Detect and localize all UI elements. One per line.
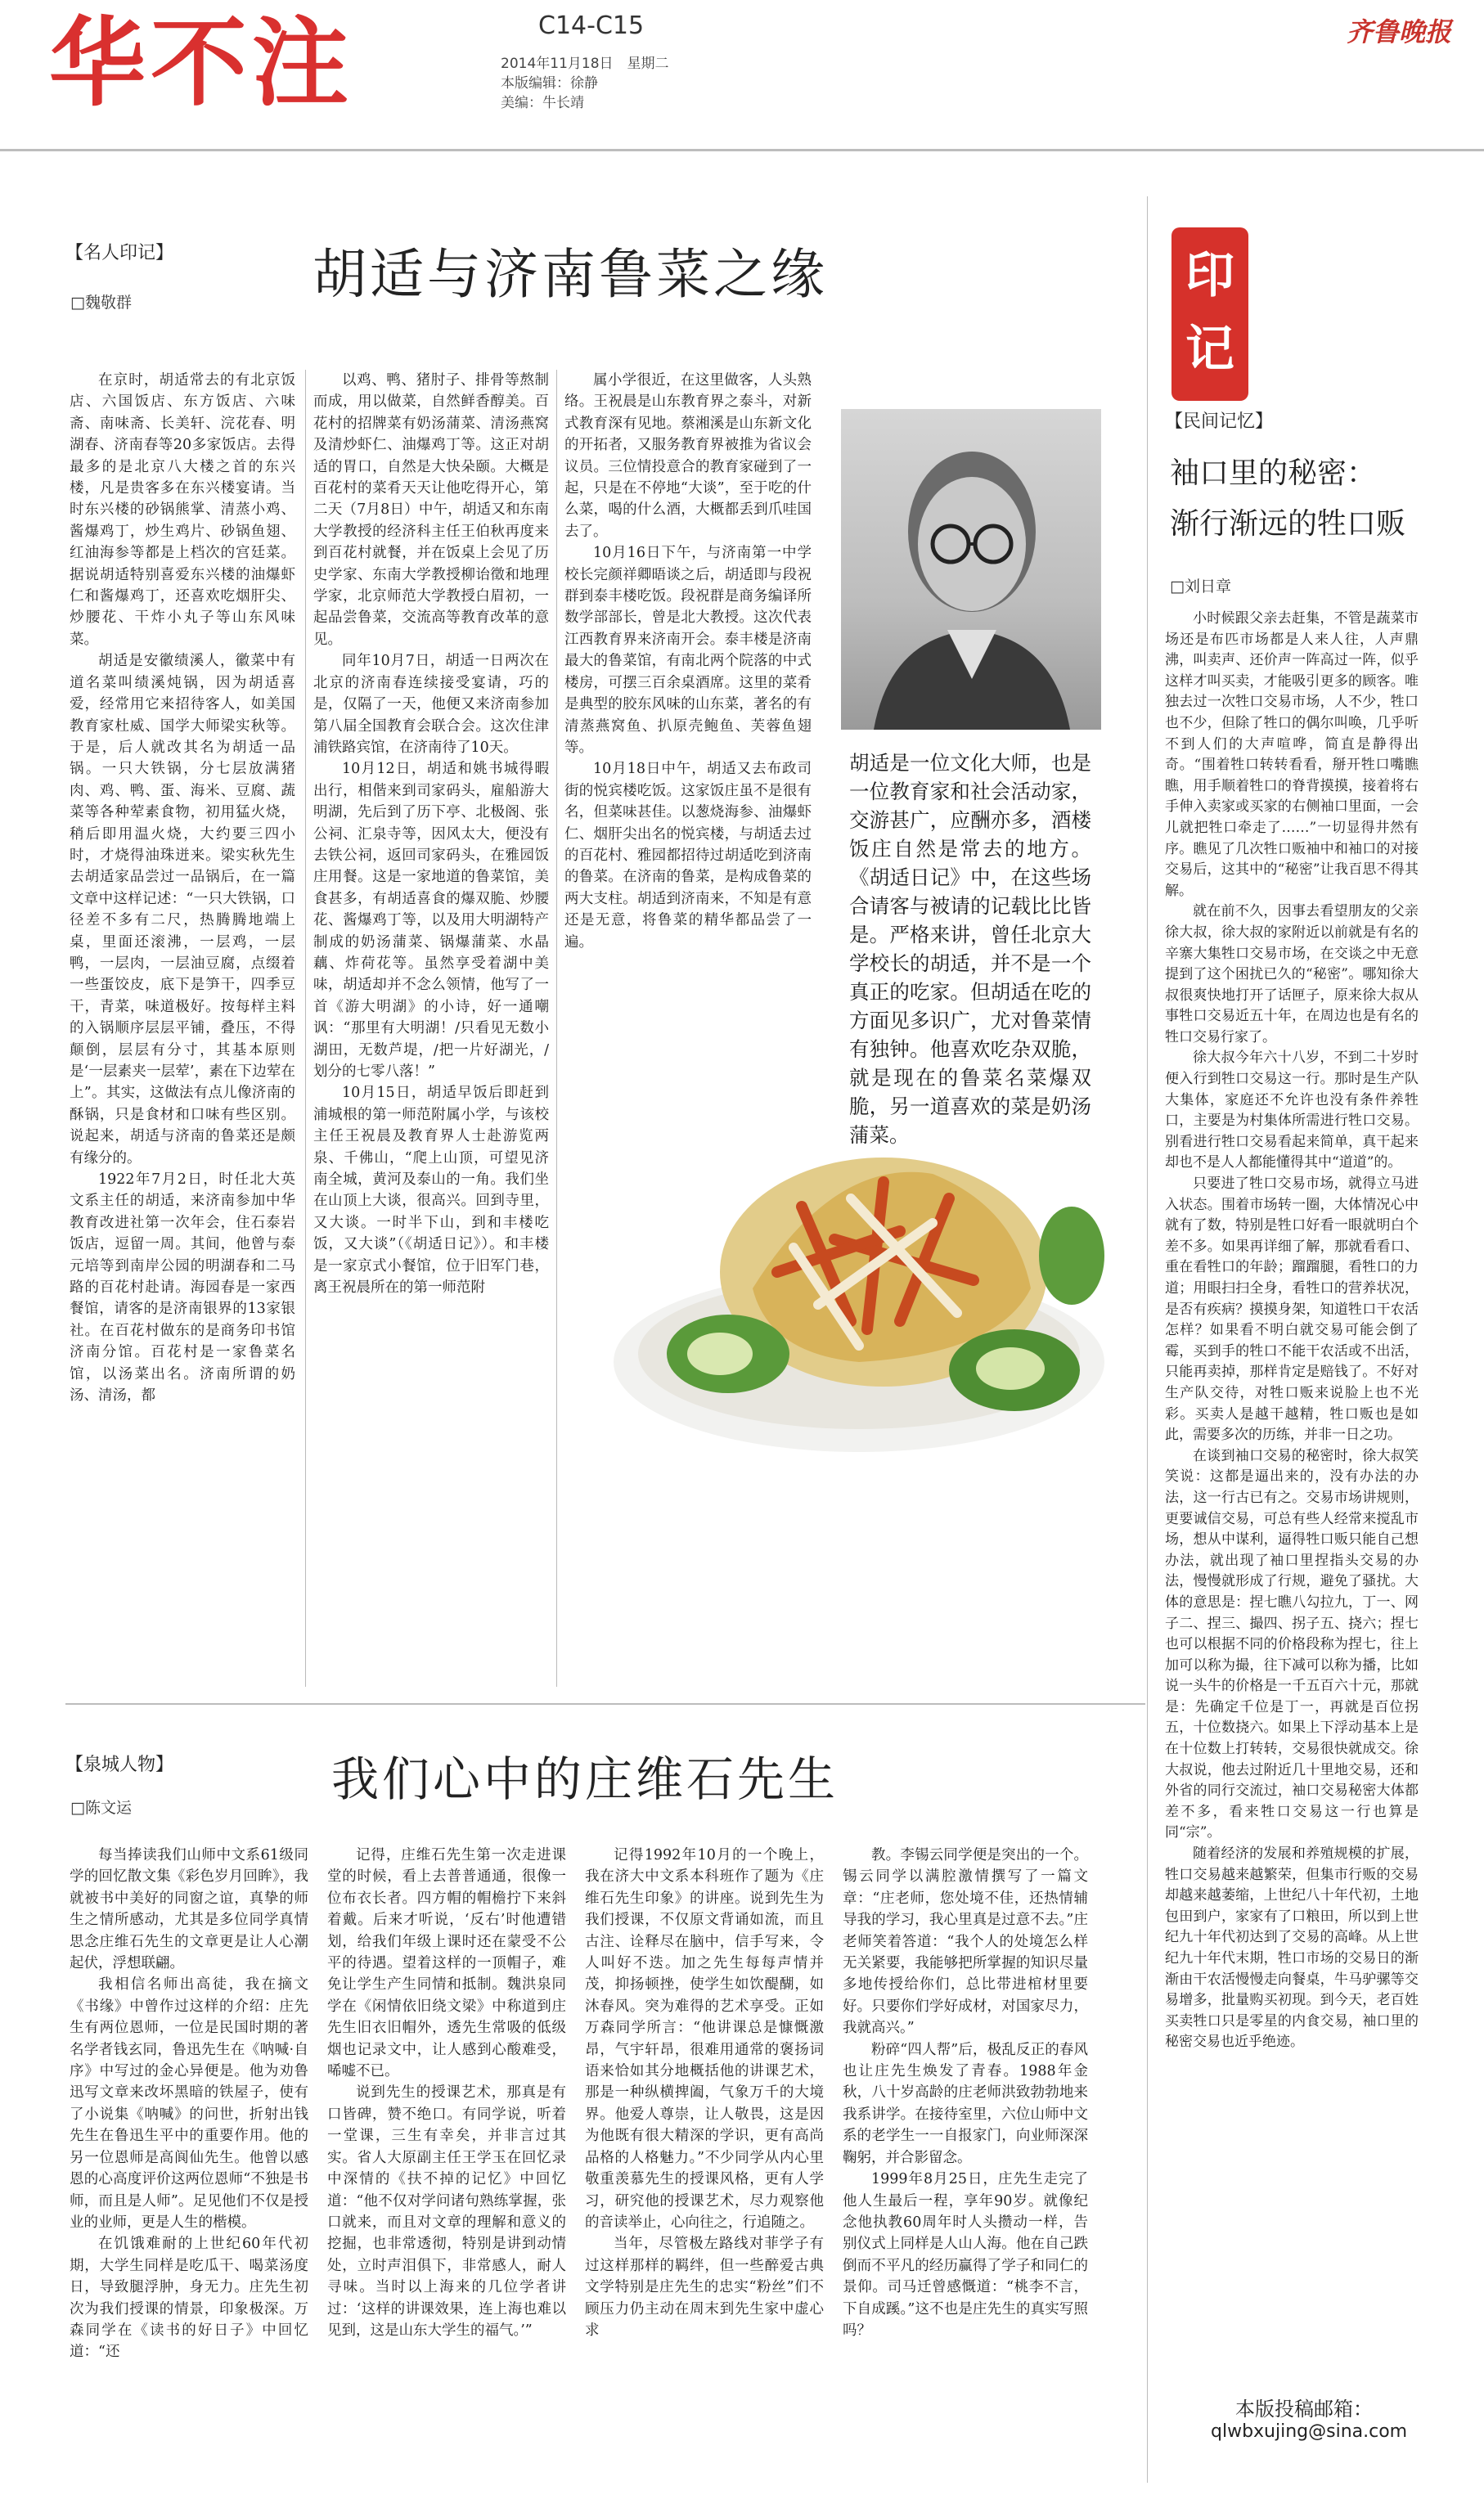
article2-column-4 — [843, 1845, 1088, 2483]
article2-column-2 — [327, 1845, 566, 2483]
paragraph: 随着经济的发展和养殖规模的扩展，牲口交易越来越繁荣，但集市行贩的交易却越来越萎缩，上世纪八十年代初，土地包田到户，家家有了口粮田，所以到上世纪九十年代初达到了交易的高峰。从上世纪九十年代末期，牲口市场的交易日的渐渐由干农活慢慢走向餐桌，牛马驴骡等交易增多，批量购买初现。到今天，老百姓买卖牲口只是零星的内食交易，袖口里的秘密交易也近乎绝迹。 — [1165, 1845, 1419, 2051]
paragraph: 10月16日下午，与济南第一中学校长完颜祥卿晤谈之后，胡适即与段祝群到泰丰楼吃饭。段祝群是商务编译所数学部部长，曾是北大教授。这次代表江西教育界来济南开会。泰丰楼是济南最大的鲁菜馆，有南北两个院落的中式楼房，可摆三百余桌酒席。这里的菜肴是典型的胶东风味的山东菜，著名的有清蒸燕窝鱼、扒原壳鲍鱼、芙蓉鱼翅等。 — [564, 545, 812, 756]
paragraph: 徐大叔今年六十八岁，不到二十岁时便入行到牲口交易这一行。那时是生产队大集体，家庭还不允许也没有条件养牲口，主要是为村集体所需进行牲口交易。别看进行牲口交易看起来简单，真干起来却也不是人人都能懂得其中“道道”的。 — [1165, 1050, 1419, 1171]
column-divider — [305, 370, 306, 1687]
contact-label: 本版投稿邮箱： — [1235, 2398, 1373, 2421]
paragraph: 教。李锡云同学便是突出的一个。锡云同学以满腔激情撰写了一篇文章：“庄老师，您处境不佳，还热情辅导我的学习，我心里真是过意不去。”庄老师笑着答道：“我个人的处境怎么样无关紧要，我能够把所掌握的知识尽量多地传授给你们，总比带进棺材里要好。只要你们学好成材，对国家尽力，我就高兴。” — [843, 1847, 1088, 2037]
date-line: 2014年11月18日 星期二 — [501, 56, 669, 72]
paragraph: 同年10月7日，胡适一日两次在北京的济南春连续接受宴请，巧的是，仅隔了一天，他便又来济南参加第八届全国教育会联合会。这次住津浦铁路宾馆，在济南待了10天。 — [313, 653, 549, 756]
sidebar-divider — [1147, 196, 1148, 2483]
paragraph: 属小学很近，在这里做客，人头熟络。王祝晨是山东教育界之泰斗，对新式教育深有见地。蔡湘溪是山东新文化的开拓者，又服务教育界被推为省议会议员。三位情投意合的教育家碰到了一起，只是在不停地“大谈”，至于吃的什么菜，喝的什么酒，大概都丢到爪哇国去了。 — [564, 372, 812, 540]
article2-column-1 — [70, 1845, 308, 2483]
article1-byline: □魏敬群 — [70, 294, 132, 312]
article2-section-tag: 【泉城人物】 — [65, 1755, 174, 1775]
paragraph: 粉碎“四人帮”后，极乱反正的春风也让庄先生焕发了青春。1988年金秋，八十岁高龄的庄老师洪致勃勃地来我系讲学。在接待室里，六位山师中文系的老学生一一自报家门，向业师深深鞠躬，并合影留念。 — [843, 2041, 1088, 2166]
article2-headline: 我们心中的庄维石先生 — [331, 1751, 839, 1807]
paragraph: 我相信名师出高徒，我在摘文《书缘》中曾作过这样的介绍：庄先生有两位恩师，一位是民国时期的著名学者钱玄同，鲁迅先生在《呐喊·自序》中写过的金心异便是。他为劝鲁迅写文章来改坏黑暗的铁屋子，使有了小说集《呐喊》的问世，折射出钱先生在鲁迅生平中的重要作用。他的另一位恩师是高阆仙先生。他曾以感恩的心高度评价这两位恩师“不独是书师，而且是人师”。足见他们不仅是授业的业师，更是人生的楷模。 — [70, 1976, 308, 2231]
column-divider — [556, 370, 557, 1687]
yinji-stamp-text: 印记 — [1185, 247, 1234, 378]
paragraph: 在饥饿难耐的上世纪60年代初期，大学生同样是吃瓜干、喝菜汤度日，导致腿浮肿，身无力。庄先生初次为我们授课的情景，印象极深。万森同学在《读书的好日子》中回忆道：“还 — [70, 2236, 308, 2361]
designer-line: 美编：牛长靖 — [501, 95, 584, 111]
paper-logo: 齐鲁晚报 — [1347, 16, 1452, 47]
paragraph: 记得1992年10月的一个晚上，我在济大中文系本科班作了题为《庄维石先生印象》的讲座。说到先生为我们授课，不仅原文背诵如流，而且古注、诠释尽在脑中，信手写来，令人叫好不迭。加之先生每每声情并茂，抑扬顿挫，使学生如饮醍醐，如沐春风。突为难得的艺术享受。正如万森同学所言：“他讲课总是慷慨激昂，气宇轩昂，很难用通常的褒扬词语来恰如其分地概括他的讲课艺术，那是一种纵横捭阖，气象万千的大境界。他爱人尊崇，让人敬畏，这是因为他既有很大精深的学识，更有高尚品格的人格魅力。”不少同学从内心里敬重羡慕先生的授课风格，更有人学习，研究他的授课艺术，尽力观察他的音读举止，心向往之，行追随之。 — [585, 1847, 824, 2231]
hu-shi-portrait-photo — [841, 409, 1101, 730]
side-headline-line-1: 袖口里的秘密： — [1170, 456, 1377, 490]
paragraph: 就在前不久，因事去看望朋友的父亲徐大叔，徐大叔的家附近以前就是有名的辛寨大集牲口交易市场，在交谈之中无意提到了这个困扰已久的“秘密”。哪知徐大叔很爽快地打开了话匣子，原来徐大叔从事牲口交易近五十年，在周边也是有名的牲口交易行家了。 — [1165, 903, 1419, 1045]
editor-line: 本版编辑：徐静 — [501, 75, 598, 92]
section-title: 华不注 — [49, 7, 354, 119]
article1-column-2 — [313, 370, 549, 1687]
side-headline-line-2: 渐行渐远的牲口贩 — [1170, 507, 1406, 541]
paragraph: 每当捧读我们山师中文系61级同学的回忆散文集《彩色岁月回眸》，我就被书中美好的同窗之谊，真挚的师生之情所感动，尤其是多位同学真情思念庄维石先生的文章更是让人心潮起伏，浮想联翩。 — [70, 1847, 308, 1972]
article1-column-1 — [70, 370, 295, 1687]
side-section-tag: 【民间记忆】 — [1165, 411, 1274, 432]
article1-column-3 — [564, 370, 812, 1110]
contact-email: qlwbxujing@sina.com — [1211, 2421, 1408, 2442]
paragraph: 胡适是安徽绩溪人，徽菜中有道名菜叫绩溪炖锅，因为胡适喜爱，经常用它来招待客人，如美国教育家杜威、国学大师梁实秋等。于是，后人就改其名为胡适一品锅。一只大铁锅，分七层放满猪肉、鸡、鸭、蛋、海米、豆腐、蔬菜等各种荤素食物，初用猛火烧，稍后即用温火烧，大约要三四小时，才烧得油珠迸来。梁实秋先生去胡适家品尝过一品锅后，在一篇文章中这样记述：“一只大铁锅，口径差不多有二尺，热腾腾地端上桌，里面还滚沸，一层鸡，一层鸭，一层肉，一层油豆腐，点缀着一些蛋饺皮，底下是笋干，四季豆干，青菜，味道极好。按每样主料的入锅顺序层层平铺，叠压，不得颠倒，层层有分寸，其基本原则是‘一层素夹一层荤’，素在下边荤在上”。其实，这做法有点儿像济南的酥锅，只是食材和口味有些区别。说起来，胡适与济南的鲁菜还是颇有缘分的。 — [70, 653, 295, 1167]
paragraph: 在谈到袖口交易的秘密时，徐大叔笑笑说：这都是逼出来的，没有办法的办法，这一行古已有之。交易市场讲规则，更要诚信交易，可总有些人经常来搅乱市场，想从中谋利，逼得牲口贩只能自己想办法，就出现了袖口里捏指头交易的办法，慢慢就形成了行规，避免了骚扰。大体的意思是：捏七瞧八勾拉九，丁一、网子二、捏三、撮四、拐子五、挠六；捏七也可以根据不同的价格段称为捏七，往上加可以称为撮，往下减可以称为播，比如说一头牛的价格是一千五百六十元，那就是：先确定千位是丁一，再就是百位拐五，十位数挠六。如果上下浮动基本上是在十位数上打转转，交易很快就成交。徐大叔说，他去过附近几十里地交易，还和外省的同行交流过，袖口交易秘密大体都差不多，看来牲口交易这一行也算是同“宗”。 — [1165, 1447, 1419, 1841]
paragraph: 以鸡、鸭、猪肘子、排骨等熬制而成，用以做菜，自然鲜香醇美。百花村的招牌菜有奶汤蒲菜、清汤燕窝及清炒虾仁、油爆鸡丁等。这正对胡适的胃口，自然是大快朵颐。大概是百花村的菜肴天天让他吃得开心，第二天（7月8日）中午，胡适又和东南大学教授的经济科主任王伯秋再度来到百花村就餐，并在饭桌上会见了历史学家、东南大学教授柳诒徵和地理学家，北京师范大学教授白眉初，一起品尝鲁菜，交流高等教育改革的意见。 — [313, 372, 549, 648]
shandong-dish-photo — [589, 1108, 1121, 1477]
side-headline — [1170, 448, 1405, 550]
paragraph: 1922年7月2日，时任北大英文系主任的胡适，来济南参加中华教育改进社第一次年会，住石泰岩饭店，逗留一周。其间，他曾与泰元培等到南岸公园的明湖春和二马路的百花村赴请。海园春是一家西餐馆，请客的是济南银界的13家银社。在百花村做东的是商务印书馆济南分馆。百花村是一家鲁菜名馆，以汤菜出名。济南所谓的奶汤、清汤，都 — [70, 1171, 295, 1405]
masthead-divider — [0, 149, 1484, 151]
paragraph: 10月15日，胡适早饭后即赶到浦城根的第一师范附属小学，与该校主任王祝晨及教育界人士赴游览两泉、千佛山，“爬上山顶，可望见济南全城，黄河及泰山的一角。我们坐在山顶上大谈，很高兴。回到寺里，又大谈。一时半下山，到和丰楼吃饭，又大谈”（《胡适日记》）。和丰楼是一家京式小餐馆，位于旧军门巷，离王祝晨所在的第一师范附 — [313, 1085, 549, 1297]
paragraph: 当年，尽管极左路线对菲学子有过这样那样的羁绊，但一些醉爱古典文学特别是庄先生的忠实“粉丝”们不顾压力仍主动在周末到先生家中虚心求 — [585, 2236, 824, 2339]
paragraph: 记得，庄维石先生第一次走进课堂的时候，看上去普普通通，很像一位布衣长者。四方帽的帽檐拧下来斜着戴。后来才听说，‘反右’时他遭错划，给我们年级上课时还在蒙受不公平的待遇。望着这样的一顶帽子，难免让学生产生同情和抵制。魏洪泉同学在《闲情依旧绕文梁》中称道到庄先生旧衣旧帽外，透先生常吸的低级烟也记录文中，让人感到心酸难受，唏嘘不已。 — [327, 1847, 566, 2080]
article2-byline: □陈文运 — [70, 1799, 132, 1817]
portrait-caption: 胡适是一位文化大师，也是一位教育家和社会活动家，交游甚广，应酬亦多，酒楼饭庄自然是常去的地方。《胡适日记》中，在这些场合请客与被请的记载比比皆是。严格来讲，曾任北京大学校长的胡适，并不是一个真正的吃家。但胡适在吃的方面见多识广，尤对鲁菜情有独钟。他喜欢吃杂双脆，就是现在的鲁菜名菜爆双脆，另一道喜欢的菜是奶汤蒲菜。 — [849, 751, 1091, 1147]
paragraph: 1999年8月25日，庄先生走完了他人生最后一程，享年90岁。就像纪念他执教60周年时人头攒动一样，告别仪式上同样是人山人海。他在自己跌倒而不平凡的经历赢得了学子和同仁的景仰。司马迁曾感慨道：“桃李不言，下自成蹊。”这不也是庄先生的真实写照吗？ — [843, 2171, 1088, 2339]
paragraph: 小时候跟父亲去赶集，不管是蔬菜市场还是布匹市场都是人来人往，人声鼎沸，叫卖声、还价声一阵高过一阵，似乎这样才叫买卖，才能吸引更多的顾客。唯独去过一次牲口交易市场，人不少，牲口也不少，但除了牲口的偶尔叫唤，几乎听不到人们的大声喧哗，简直是静得出奇。“围着牲口转转看看，掰开牲口嘴瞧瞧，用手顺着牲口的脊背摸摸，接着将右手伸入卖家或买家的右侧袖口里面，一会儿就把牲口牵走了……”一切显得井然有序。瞧见了几次牲口贩袖中和袖口的对接交易后，这其中的“秘密”让我百思不得其解。 — [1165, 610, 1419, 899]
article1-section-tag: 【名人印记】 — [65, 243, 174, 263]
page-numbers: C14-C15 — [538, 11, 645, 40]
paragraph: 10月12日，胡适和姚书城得暇出行，相偕来到司家码头，雇船游大明湖，先后到了历下亭、北极阁、张公祠、汇泉寺等，因风太大，便没有去铁公祠，返回司家码头，在雅园饭庄用餐。这是一家地道的鲁菜馆，美食甚多，有胡适喜食的爆双脆、炒腰花、酱爆鸡丁等，以及用大明湖特产制成的奶汤蒲菜、锅爆蒲菜、水晶藕、炸荷花等。虽然享受着湖中美味，胡适却并不念么领情，他写了一首《游大明湖》的小诗，好一通嘲讽：“那里有大明湖！/只看见无数小湖田，无数芦堤，/把一片好湖光，/划分的七零八落！” — [313, 761, 549, 1080]
paragraph: 在京时，胡适常去的有北京饭店、六国饭店、东方饭店、六味斋、南味斋、长美轩、浣花春、明湖春、济南春等20多家饭店。去得最多的是北京八大楼之首的东兴楼，凡是贵客多在东兴楼宴请。当时东兴楼的砂锅熊掌、清蒸小鸡、酱爆鸡丁，炒生鸡片、砂锅鱼翅、红油海参等都是上档次的宫廷菜。据说胡适特别喜爱东兴楼的油爆虾仁和酱爆鸡丁，还喜欢吃烟肝尖、炒腰花、干炸小丸子等山东风味菜。 — [70, 372, 295, 648]
paragraph: 10月18日中午，胡适又去布政司街的悦宾楼吃饭。这家饭庄虽不是很有名，但菜味甚佳。以葱烧海参、油爆虾仁、烟肝尖出名的悦宾楼，与胡适去过的百花村、雅园都招待过胡适吃到济南的鲁菜。在济南的鲁菜，是构成鲁菜的两大支柱。胡适到济南来，不知是有意还是无意，将鲁菜的精华都品尝了一遍。 — [564, 761, 812, 951]
yinji-stamp — [1171, 227, 1248, 401]
paragraph: 只要进了牲口交易市场，就得立马进入状态。围着市场转一圈，大体情况心中就有了数，特别是牲口好看一眼就明白个差不多。如果再详细了解，那就看看口、重在看牲口的年龄；蹓蹓腿，看牲口的力道；用眼扫扫全身，看牲口的营养状况，是否有疾病？摸摸身架，知道牲口干农活怎样？如果看不明白就交易可能会倒了霉，买到手的牲口不能干农活或不出活，只能再卖掉，那样肯定是赔钱了。不好对生产队交待，对牲口贩来说脸上也不光彩。买卖人是越干越精，牲口贩也是如此，需要多次的历练，并非一日之功。 — [1165, 1176, 1419, 1444]
article1-headline: 胡适与济南鲁菜之缘 — [313, 243, 828, 306]
paragraph: 说到先生的授课艺术，那真是有口皆碑，赞不绝口。有同学说，听着一堂课，三生有幸矣，并非言过其实。省人大原副主任王学玉在回忆录中深情的《扶不掉的记忆》中回忆道：“他不仅对学问诸句熟练掌握，张口就来，而且对文章的理解和意义的挖掘，也非常透彻，特别是讲到动情处，立时声泪俱下，非常感人，耐人寻味。当时以上海来的几位学者讲过：‘这样的讲课效果，连上海也难以见到，这是山东大学生的福气。’” — [327, 2084, 566, 2339]
side-byline: □刘日章 — [1170, 578, 1231, 596]
article2-column-3 — [585, 1845, 824, 2483]
issue-meta — [501, 54, 669, 113]
side-column — [1165, 609, 1419, 2371]
section-divider — [65, 1703, 1145, 1705]
